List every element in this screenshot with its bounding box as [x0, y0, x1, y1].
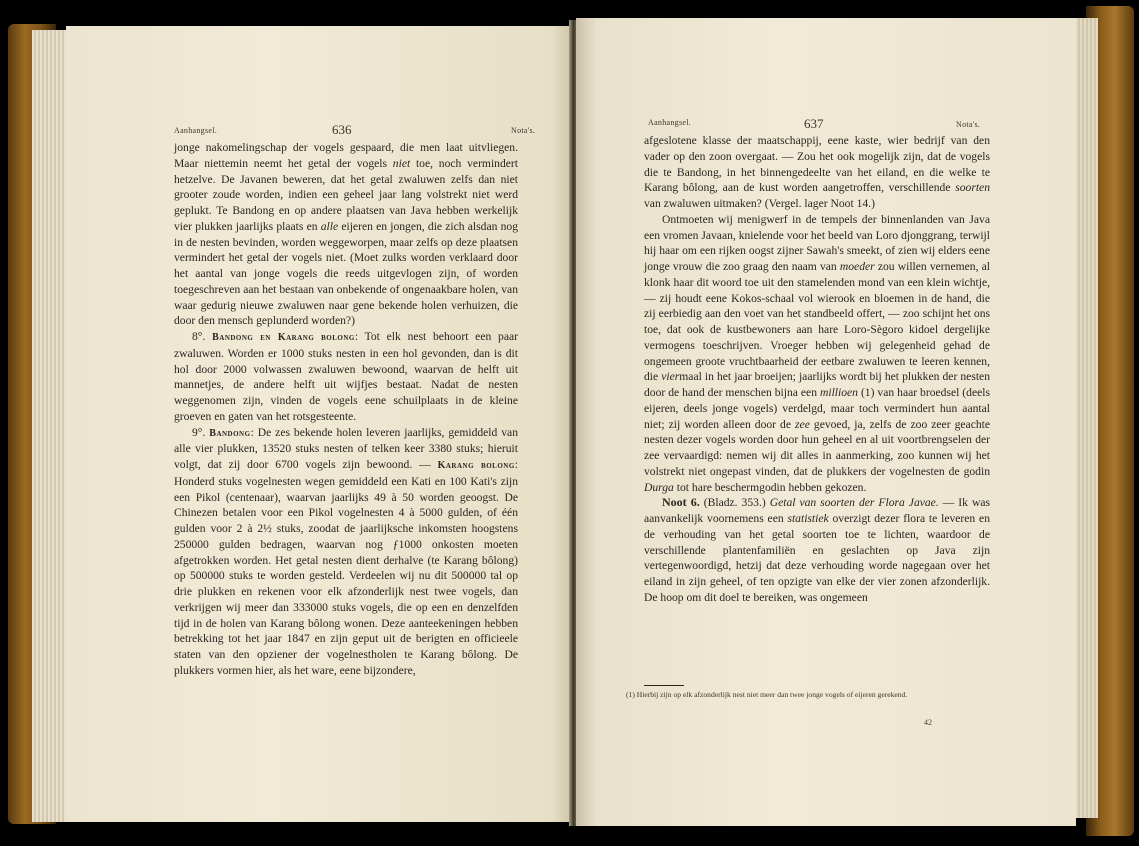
running-head-right: Nota's.: [511, 126, 536, 135]
page-number: 637: [804, 116, 824, 131]
signature-mark: 42: [924, 718, 932, 727]
left-page: [66, 26, 571, 822]
paragraph: 8°. Bandong en Karang bolong: Tot elk nest behoort een paar zwaluwen. Worden er 1000 stuks nesten in een hol gevonden, dan is dit hol door 2000 volwassen zwaluwen bewoond, waarvan de helft uit mannetjes, de andere helft uit wijfjes bestaat. Nadat de nesten weggenomen zijn, vinden de vogels eene schuilplaats in de kleine groeven en gaten van het rotsgesteente.: [174, 330, 518, 423]
running-head-left: Aanhangsel.: [648, 118, 692, 127]
paragraph: jonge nakomelingschap der vogels gespaard, die men laat uitvliegen. Maar niettemin neemt het getal der vogels niet toe, noch vermindert hetzelve. De Javanen beweren, dat het getal zwaluwen zelfs dan niet grooter zoude worden, indien een geheel jaar lang volstrekt niet werd geplukt. Te Bandong en op andere plaatsen van Java hebben werkelijk vier plukken jaarlijks plaats en alle eijeren en jongen, die zich alsdan nog in de nesten bevinden, worden weggeworpen, maar zelfs op deze plaatsen vermindert het getal der vogels niet. (Moet zulks worden verklaard door het aantal van jonge vogels die reeds uitgevlogen zijn, of worden toegeschreven aan het bestaan van onbekende of ongenaakbare holen, van waar gedurig nieuwe zwaluwen naar gene bekende holen verhuizen, die door den mensch geplunderd worden?): [174, 141, 518, 328]
running-head-left: Aanhangsel.: [174, 126, 218, 135]
right-text-block: [644, 133, 990, 606]
paragraph: Ontmoeten wij menigwerf in de tempels der binnenlanden van Java een vromen Javaan, knielende voor het beeld van Loro djonggrang, terwijl hij haar om een rijken oogst zijner Sawah's smeekt, of zien wij elders eene jonge vrouw die zoo graag den naam van moeder zou willen vernemen, al klonk haar dit woord toe uit den stamelenden mond van een klein wichtje, — zij houdt eene Kokos-schaal vol wierook en bloemen in de hand, die zij eerbiedig aan den voet van het standbeeld offert, — zoo schijnt het ons toe, dat ook de kustbewoners aan hare Loro-Sègoro kidoel dergelijke vermogens toeschrijven. Vroeger hebben wij gelegenheid gehad de ongemeen groote vruchtbaarheid der eetbare zwaluwen te leeren kennen, die viermaal in het jaar broeijen; jaarlijks wordt bij het plukken der nesten door de hand der menschen bijna een millioen (1) van haar broedsel (deels eijeren, deels jonge vogels) verdelgd, maar toch vermindert hun aantal niet; zij worden alleen door de zee gevoed, ja, zelfs de zoo zeer geachte nesten dezer vogels worden door hun geheel en al uit voortbrengselen der zee vervaardigd: nemen wij dit alles in aanmerking, zoo kunnen wij het volstrekt niet ongepast vinden, dat de plukkers der vogelnesten de godin Durga tot hare beschermgodin hebben gekozen.: [644, 212, 991, 494]
footnote-rule: [644, 685, 684, 686]
paragraph: afgeslotene klasse der maatschappij, eene kaste, wier bedrijf van den vader op den zoon overgaat. — Zou het ook mogelijk zijn, dat de vogels die te Bandong, in het binnengedeelte van het eiland, en die welke te Karang bôlong, aan de kust worden aangetroffen, verschillende soorten van zwaluwen uitmaken? (Vergel. lager Noot 14.): [644, 134, 990, 210]
left-text-block: [174, 140, 518, 679]
paragraph: Noot 6. (Bladz. 353.) Getal van soorten der Flora Javae. — Ik was aanvankelijk voornemens een statistiek overzigt dezer flora te leveren en de verhouding van het getal soorten toe te lichten, waardoor de verschillende plantenfamiliën en geslachten op Java zijn vertegenwoordigd, hetzij dat deze verhouding worde nagegaan over het eiland in zijn geheel, of ten opzigte van elke der vier zonen afzonderlijk. De hoop om dit doel te bereiken, was ongemeen: [644, 495, 990, 604]
paragraph: 9°. Bandong: De zes bekende holen leveren jaarlijks, gemiddeld van alle vier plukken, 13520 stuks nesten of telken keer 3380 stuks; hieruit volgt, dat zij door 6700 vogels zijn bewoond. — Karang bolong: Honderd stuks vogelnesten wegen gemiddeld een Kati en 100 Kati's zijn een Pikol (centenaar), waarvan jaarlijks 49 à 50 worden geoogst. De Chinezen betalen voor een Pikol vogelnesten 4 à 5000 gulden, of één gulden voor 2 à 2½ stuks, zoodat de jaarlijksche inkomsten hoogstens 250000 gulden bedragen, waarvan nog ƒ1000 onkosten moeten afgetrokken worden. Het getal nesten dient derhalve (te Karang bôlong) op 500000 stuks te worden gesteld. Verdeelen wij nu dit 500000 tal op drie plukken en rekenen voor elk afzonderlijk nest twee vogels, dan verkrijgen wij meer dan 333000 stuks vogels, die op een en denzelfden tijd in de holen van Karang bôlong wonen. Deze aanteekeningen hebben betrekking tot het jaar 1847 en zijn geput uit de berigten en officieele staten van den opziener der vogelnestholen te Karang bôlong. De plukkers vormen hier, als het ware, eene bijzondere,: [174, 425, 519, 677]
footnote: (1) Hierbij zijn op elk afzonderlijk nest niet meer dan twee jonge vogels of eijeren gerekend.: [626, 690, 908, 699]
right-page: [576, 18, 1076, 826]
page-number: 636: [332, 122, 352, 137]
running-head-right: Nota's.: [956, 120, 981, 129]
